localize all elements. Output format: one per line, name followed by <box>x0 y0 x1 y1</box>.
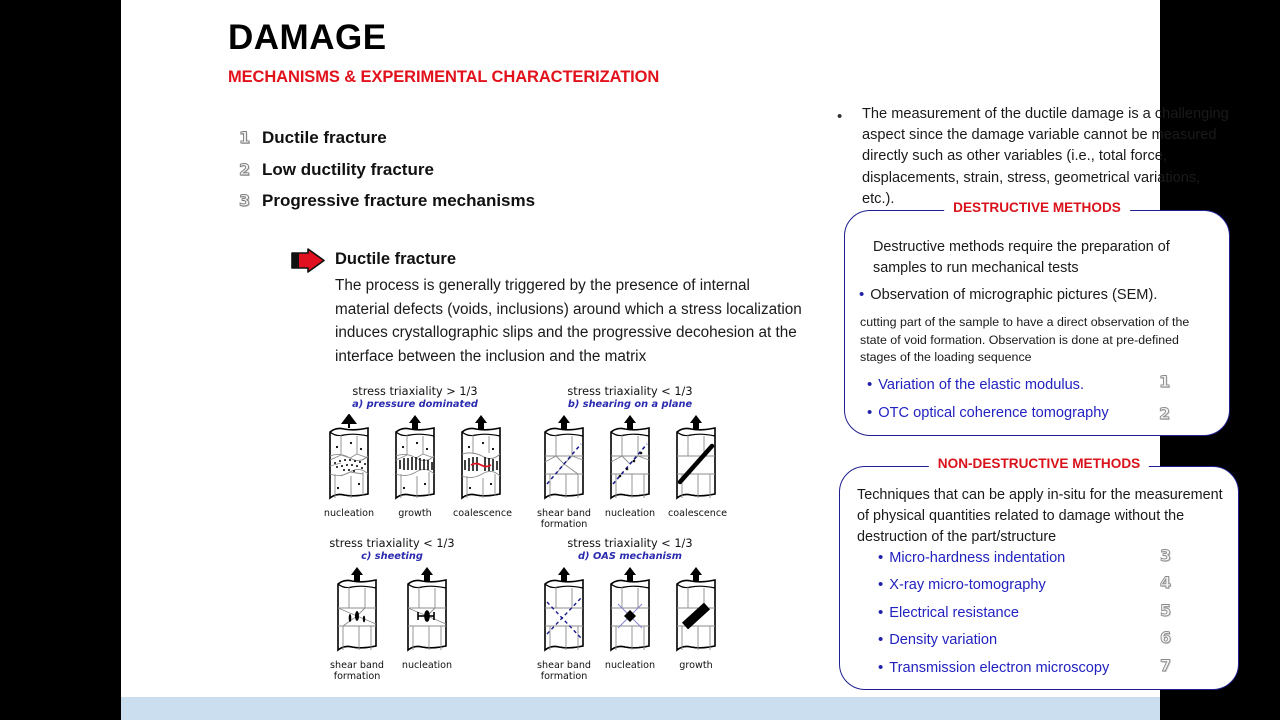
specimen <box>399 566 455 682</box>
nondestructive-item-label: Electrical resistance <box>889 605 1020 621</box>
bullet-dot-icon: • <box>878 631 884 648</box>
nondestructive-item-number: 6 <box>1160 628 1172 647</box>
footer-strip <box>121 697 1160 720</box>
nondestructive-item-number: 7 <box>1160 656 1172 675</box>
specimen-oas-bands <box>536 566 592 658</box>
specimen-shear-solid <box>668 414 724 506</box>
bullet-dot-icon: • <box>867 404 873 421</box>
bullet-dot-icon: • <box>878 576 884 593</box>
destructive-item[interactable] <box>867 377 1084 393</box>
specimen-oas-diamond <box>602 566 658 658</box>
nondestructive-item[interactable] <box>878 550 1065 566</box>
nondestructive-item[interactable] <box>878 632 997 648</box>
agenda-item[interactable] <box>239 160 669 192</box>
figure-caption: stress triaxiality < 1/3 <box>567 537 693 550</box>
figure-subcaption: a) pressure dominated <box>352 399 478 410</box>
specimen <box>453 414 513 519</box>
specimen <box>536 414 592 530</box>
destructive-item-label: Variation of the elastic modulus. <box>878 377 1085 393</box>
specimen <box>602 566 658 682</box>
nondestructive-item-label: X-ray micro-tomography <box>889 577 1046 593</box>
figure-subcaption: d) OAS mechanism <box>578 551 682 562</box>
specimen-label: nucleation <box>604 508 656 519</box>
specimen-label: coalescence <box>668 508 728 519</box>
figure-group-d <box>536 537 724 682</box>
page-subtitle: MECHANISMS & EXPERIMENTAL CHARACTERIZATION <box>228 68 660 86</box>
bullet-dot-icon: • <box>837 108 843 125</box>
destructive-note: cutting part of the sample to have a direct observation of the state of void formation. Observation is done at pre-defined stages of the loading sequence <box>860 315 1190 364</box>
nondestructive-item[interactable] <box>878 660 1109 676</box>
nondestructive-item-number: 4 <box>1160 573 1172 592</box>
sem-bullet-text: Observation of micrographic pictures (SEM). <box>870 287 1158 303</box>
specimen-sheet-nuclei <box>329 566 385 658</box>
agenda-label: Ductile fracture <box>262 128 387 147</box>
agenda-item[interactable] <box>239 191 669 223</box>
agenda-number: 2 <box>239 159 251 179</box>
measurement-challenge-bullet <box>837 104 1229 210</box>
specimen-label: nucleation <box>323 508 375 519</box>
nondestructive-methods-title: NON-DESTRUCTIVE METHODS <box>929 456 1149 471</box>
specimen-shear-dashed-dots <box>602 414 658 506</box>
nondestructive-item[interactable] <box>878 577 1046 593</box>
bullet-dot-icon: • <box>867 376 873 393</box>
figure-group-b <box>536 385 728 530</box>
specimen-label: nucleation <box>401 660 453 671</box>
sem-bullet <box>859 287 1209 303</box>
specimen <box>321 414 377 519</box>
figure-caption: stress triaxiality < 1/3 <box>567 385 693 398</box>
agenda-list <box>239 128 669 223</box>
specimen-shear-dashed <box>536 414 592 506</box>
nondestructive-item-number: 3 <box>1160 546 1172 565</box>
figure-caption: stress triaxiality < 1/3 <box>329 537 455 550</box>
specimen <box>536 566 592 682</box>
nondestructive-item-label: Density variation <box>889 632 998 648</box>
figure-group-a <box>321 385 513 519</box>
specimen-label: shear band formation <box>330 660 384 682</box>
bullet-dot-icon: • <box>859 286 865 303</box>
specimen <box>387 414 443 519</box>
specimen <box>668 414 728 530</box>
nondestructive-item-label: Transmission electron microscopy <box>889 660 1110 676</box>
bullet-dot-icon: • <box>878 604 884 621</box>
destructive-item-number: 2 <box>1159 404 1171 423</box>
bullet-dot-icon: • <box>878 659 884 676</box>
agenda-label: Progressive fracture mechanisms <box>262 191 536 210</box>
destructive-item-label: OTC optical coherence tomography <box>878 405 1109 421</box>
nondestructive-intro: Techniques that can be apply in-situ for the measurement of physical quantities related to damage without the destruction of the part/structure <box>857 487 1223 545</box>
destructive-methods-box <box>844 200 1230 436</box>
specimen-label: nucleation <box>604 660 656 671</box>
page-title: DAMAGE <box>228 18 387 57</box>
specimen-label: growth <box>679 660 713 671</box>
slide-canvas <box>121 0 1229 720</box>
specimen <box>602 414 658 530</box>
damage-mechanism-figure <box>321 385 751 682</box>
destructive-item-number: 1 <box>1159 372 1171 391</box>
red-arrow-icon <box>291 248 325 273</box>
nondestructive-item-number: 5 <box>1160 601 1172 620</box>
specimen-necked-voids <box>321 414 377 506</box>
nondestructive-item-label: Micro-hardness indentation <box>889 550 1066 566</box>
specimen-label: shear band formation <box>537 660 591 682</box>
nondestructive-item[interactable] <box>878 605 1019 621</box>
agenda-number: 1 <box>239 128 251 147</box>
bullet-dot-icon: • <box>878 549 884 566</box>
figure-group-c <box>329 537 455 682</box>
specimen-label: coalescence <box>453 508 513 519</box>
agenda-label: Low ductility fracture <box>262 159 434 179</box>
destructive-methods-title: DESTRUCTIVE METHODS <box>944 200 1130 215</box>
measurement-challenge-text: The measurement of the ductile damage is a challenging aspect since the damage variable cannot be measured directly such as other variables (i.e., total force, displacements, strain, stress, geometrical variations, etc.). <box>862 106 1229 207</box>
agenda-item[interactable] <box>239 128 669 160</box>
nondestructive-methods-box <box>839 456 1239 690</box>
specimen <box>329 566 385 682</box>
destructive-intro: Destructive methods require the preparation of samples to run mechanical tests <box>873 239 1170 276</box>
specimen-sheet-link <box>399 566 455 658</box>
ductile-fracture-body: The process is generally triggered by the presence of internal material defects (voids, inclusions) around which a stress localization induces crystallographic slips and the progressive decohesion at the interface between the inclusion and the matrix <box>335 277 802 365</box>
specimen-label: growth <box>398 508 432 519</box>
specimen-necked-growth <box>387 414 443 506</box>
destructive-item[interactable] <box>867 405 1109 421</box>
figure-subcaption: c) sheeting <box>361 551 423 562</box>
specimen-necked-coalescence <box>453 414 509 506</box>
ductile-fracture-heading: Ductile fracture <box>335 250 457 268</box>
specimen-oas-bar <box>668 566 724 658</box>
figure-caption: stress triaxiality > 1/3 <box>352 385 478 398</box>
specimen <box>668 566 724 682</box>
figure-subcaption: b) shearing on a plane <box>567 399 693 410</box>
specimen-label: shear band formation <box>537 508 591 530</box>
agenda-number: 3 <box>239 191 251 210</box>
